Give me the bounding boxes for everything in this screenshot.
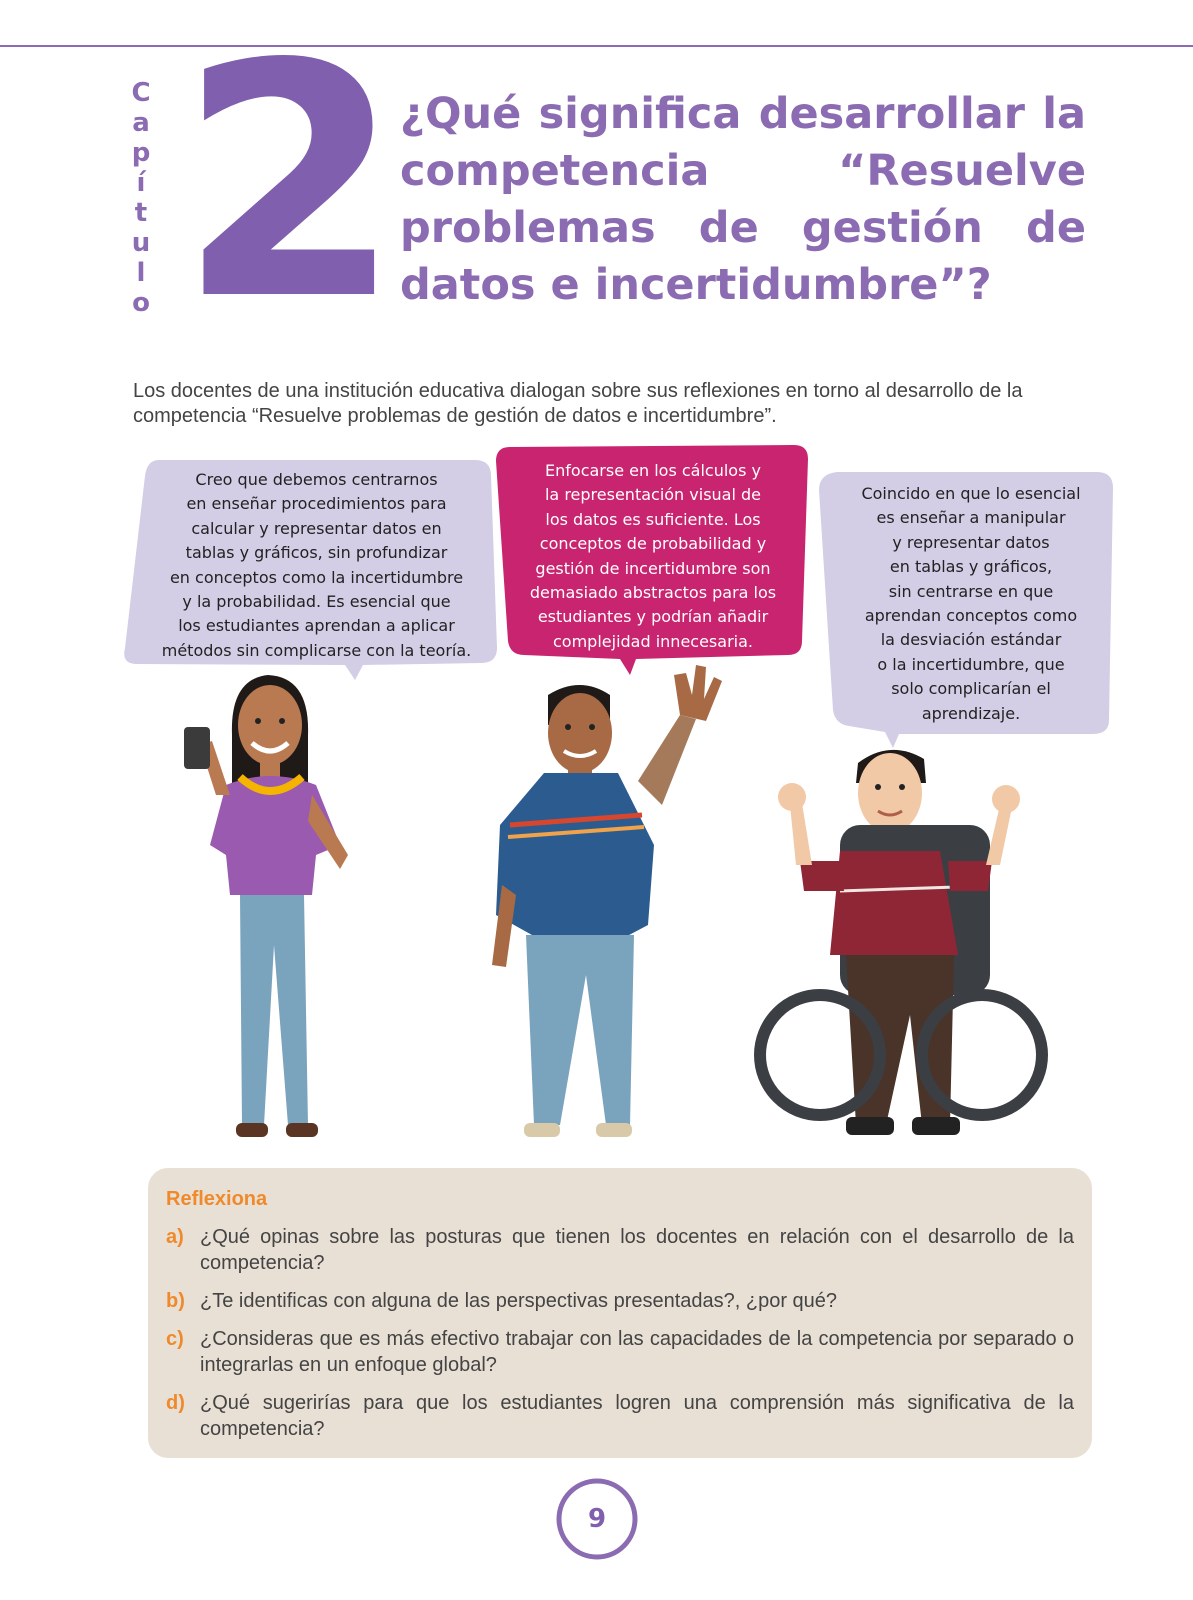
bubble-line: en conceptos como la incertidumbre — [169, 567, 464, 587]
reflexiona-question — [166, 1326, 1074, 1378]
intro-paragraph: Los docentes de una institución educativa dialogan sobre sus reflexiones en torno al desarrollo de la competencia “Resuelve problemas de gestión de datos e incertidumbre”. — [133, 380, 1023, 427]
bubble-line: complejidad innecesaria. — [553, 631, 753, 651]
reflexiona-title: Reflexiona — [166, 1188, 268, 1210]
bubble-line: los estudiantes aprendan a aplicar — [178, 616, 455, 636]
bubble-line: Coincido en que lo esencial — [861, 484, 1081, 503]
bubble-line: estudiantes y podrían añadir — [537, 607, 769, 627]
bubble-line: gestión de incertidumbre son — [535, 558, 771, 578]
chapter-label-letter: í — [136, 168, 146, 198]
question-letter: a) — [166, 1226, 184, 1248]
bubble-line: tablas y gráficos, sin profundizar — [185, 543, 448, 563]
chapter-number: 2 — [178, 0, 393, 370]
chapter-label-letter: a — [132, 108, 150, 138]
bubble-line: aprendan conceptos como — [864, 606, 1078, 626]
bubble-line: solo complicarían el — [891, 679, 1051, 699]
reflexiona-question — [166, 1224, 1074, 1276]
teachers-illustration — [140, 655, 1070, 1175]
bubble-line: la desviación estándar — [880, 630, 1062, 650]
bubble-line: aprendizaje. — [921, 703, 1021, 723]
bubble-line: y la probabilidad. Es esencial que — [182, 592, 451, 612]
question-letter: b) — [166, 1290, 185, 1312]
bubble-line: es enseñar a manipular — [876, 508, 1066, 528]
bubble-line: Enfocarse en los cálculos y — [545, 461, 761, 480]
bubble-line: o la incertidumbre, que — [877, 654, 1065, 674]
bubble-line: calcular y representar datos en — [191, 518, 442, 538]
teacher-man-raising-hand-figure — [492, 665, 722, 1137]
bubble-line: y representar datos — [892, 532, 1050, 552]
question-letter: c) — [166, 1328, 184, 1350]
chapter-label-letter: l — [136, 258, 146, 288]
bubble-line: sin centrarse en que — [888, 581, 1054, 601]
reflexiona-question — [166, 1390, 1074, 1442]
chapter-label — [124, 78, 158, 318]
bubble-line: la representación visual de — [544, 485, 761, 505]
chapter-label-letter: p — [131, 138, 151, 168]
page-number-badge — [554, 1476, 640, 1562]
chapter-label-letter: C — [131, 78, 151, 108]
teacher-man-wheelchair-figure — [760, 750, 1042, 1135]
bubble-line: Creo que debemos centrarnos — [195, 470, 438, 489]
bubble-line: en enseñar procedimientos para — [186, 494, 447, 514]
page-number: 9 — [587, 1504, 607, 1534]
question-text: ¿Qué opinas sobre las posturas que tienen los docentes en relación con el desarrollo de la competencia? — [200, 1226, 1074, 1274]
speech-bubble-teacher-2 — [496, 445, 810, 673]
bubble-line: en tablas y gráficos, — [889, 557, 1053, 577]
question-letter: d) — [166, 1392, 185, 1414]
chapter-label-letter: u — [131, 228, 151, 258]
bubble-line: métodos sin complicarse con la teoría. — [161, 640, 472, 660]
speech-bubble-teacher-1 — [123, 458, 498, 670]
chapter-label-letter: o — [132, 288, 150, 318]
question-text: ¿Te identificas con alguna de las perspectivas presentadas?, ¿por qué? — [200, 1290, 838, 1312]
bubble-line: conceptos de probabilidad y — [539, 534, 767, 554]
question-text: ¿Qué sugerirías para que los estudiantes logren una comprensión más significativa de la competencia? — [200, 1392, 1074, 1440]
reflexiona-list — [166, 1224, 1074, 1454]
bubble-line: demasiado abstractos para los — [529, 583, 777, 603]
question-text: ¿Consideras que es más efectivo trabajar con las capacidades de la competencia por separado o integrarlas en un enfoque global? — [200, 1328, 1074, 1376]
chapter-label-letter: t — [134, 198, 148, 228]
reflexiona-question — [166, 1288, 1074, 1314]
teacher-woman-figure — [184, 675, 348, 1137]
bubble-line: los datos es suficiente. Los — [545, 509, 761, 529]
chapter-title: ¿Qué significa desarrollar la competencia “Resuelve problemas de gestión de datos e incertidumbre”? — [400, 89, 1086, 310]
